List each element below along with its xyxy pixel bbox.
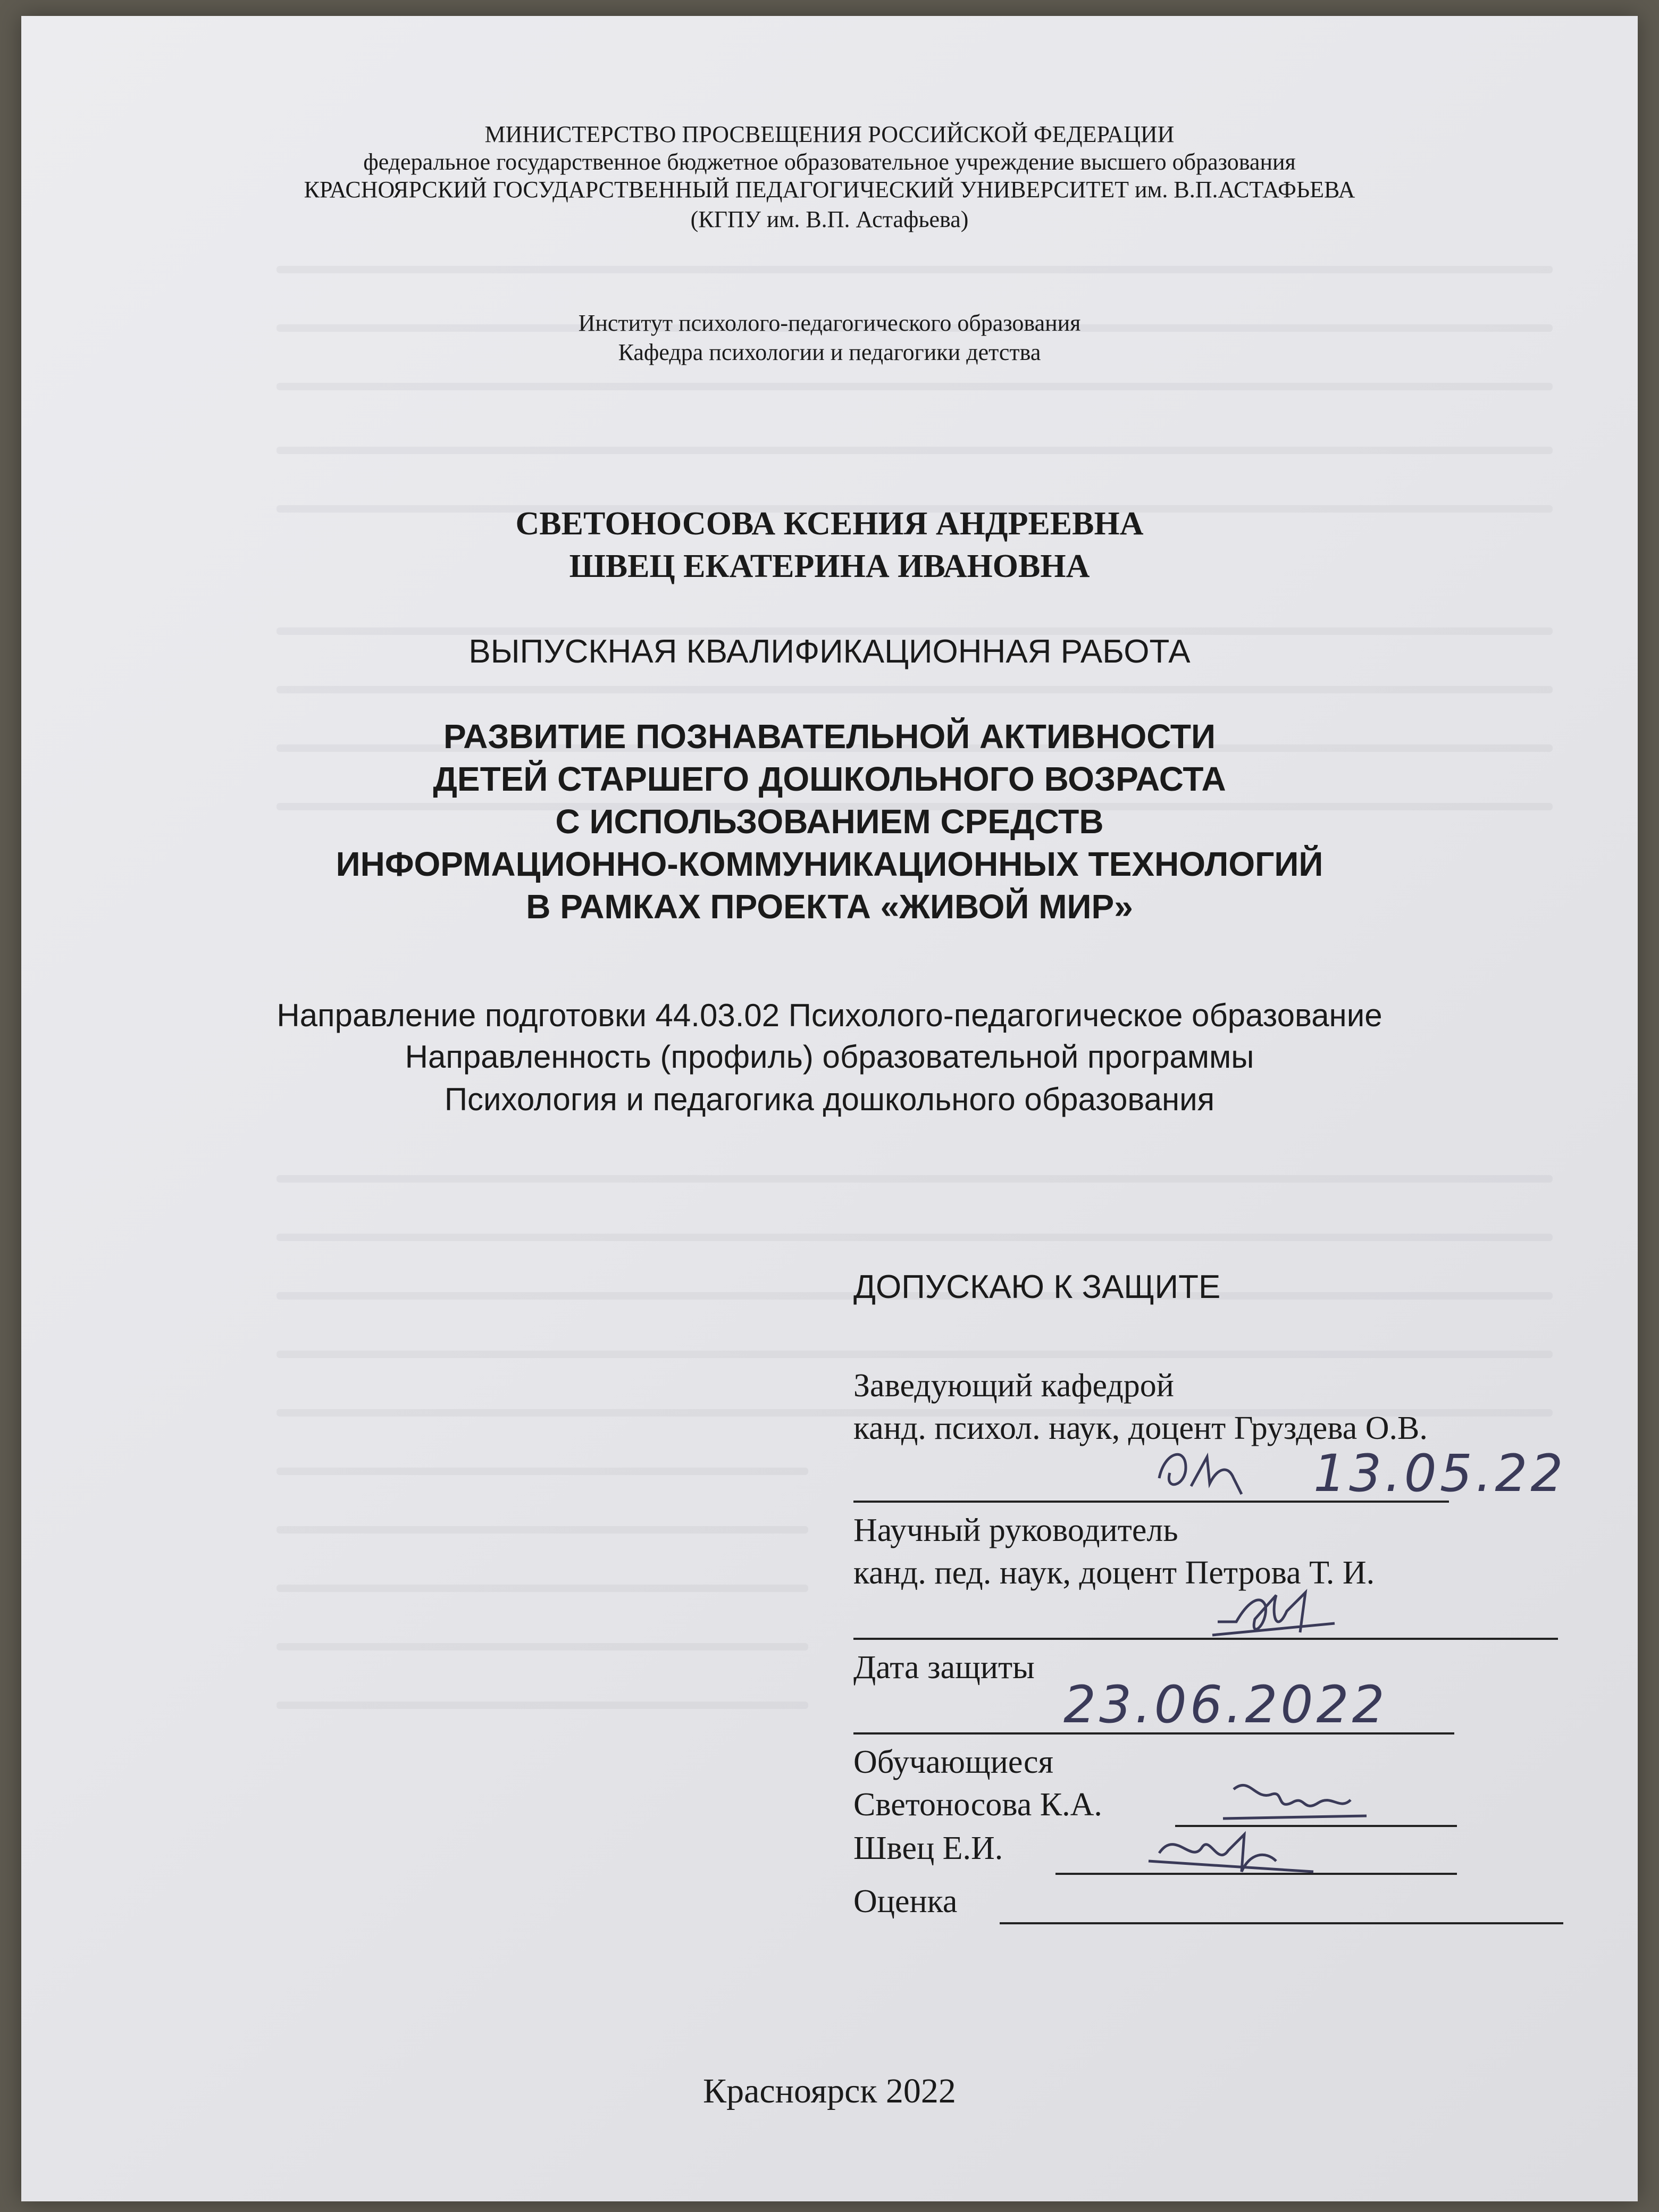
profile-name: Психология и педагогика дошкольного образования bbox=[444, 1082, 1215, 1117]
supervisor-signature bbox=[1207, 1582, 1340, 1651]
department-name: Кафедра психологии и педагогики детства bbox=[618, 339, 1041, 365]
author-1: СВЕТОНОСОВА КСЕНИЯ АНДРЕЕВНА bbox=[515, 506, 1144, 542]
defense-date: 23.06.2022 bbox=[1063, 1675, 1388, 1735]
title-line: ИНФОРМАЦИОННО-КОММУНИКАЦИОННЫХ ТЕХНОЛОГИЙ bbox=[336, 845, 1323, 883]
supervisor-role: Научный руководитель bbox=[853, 1512, 1178, 1548]
profile-label: Направленность (профиль) образовательной программы bbox=[405, 1039, 1254, 1075]
supervisor-name: канд. пед. наук, доцент Петрова Т. И. bbox=[853, 1555, 1375, 1591]
work-type: ВЫПУСКНАЯ КВАЛИФИКАЦИОННАЯ РАБОТА bbox=[468, 633, 1191, 670]
grade-line bbox=[1000, 1922, 1563, 1924]
student-2-name: Швец Е.И. bbox=[853, 1830, 1003, 1866]
title-line: ДЕТЕЙ СТАРШЕГО ДОШКОЛЬНОГО ВОЗРАСТА bbox=[433, 760, 1226, 798]
head-approval-date: 13.05.22 bbox=[1313, 1444, 1566, 1503]
ministry-line: МИНИСТЕРСТВО ПРОСВЕЩЕНИЯ РОССИЙСКОЙ ФЕДЕРАЦИИ bbox=[484, 121, 1175, 147]
title-line: РАЗВИТИЕ ПОЗНАВАТЕЛЬНОЙ АКТИВНОСТИ bbox=[443, 717, 1216, 756]
title-line: С ИСПОЛЬЗОВАНИЕМ СРЕДСТВ bbox=[555, 802, 1104, 841]
supervisor-signature-line bbox=[853, 1638, 1558, 1640]
student-1-name: Светоносова К.А. bbox=[853, 1787, 1102, 1823]
university-short-name: (КГПУ им. В.П. Астафьева) bbox=[690, 206, 969, 232]
institution-type-line: федеральное государственное бюджетное образовательное учреждение высшего образования bbox=[363, 149, 1296, 175]
author-2: ШВЕЦ ЕКАТЕРИНА ИВАНОВНА bbox=[569, 548, 1090, 584]
title-line: В РАМКАХ ПРОЕКТА «ЖИВОЙ МИР» bbox=[526, 887, 1133, 926]
student-2-signature bbox=[1143, 1821, 1324, 1885]
grade-label: Оценка bbox=[853, 1883, 958, 1920]
head-of-department-role: Заведующий кафедрой bbox=[853, 1368, 1174, 1404]
students-label: Обучающиеся bbox=[853, 1744, 1053, 1780]
approval-heading: ДОПУСКАЮ К ЗАЩИТЕ bbox=[853, 1269, 1221, 1305]
head-signature bbox=[1149, 1436, 1255, 1510]
head-of-department-name: канд. психол. наук, доцент Груздева О.В. bbox=[853, 1410, 1428, 1446]
defense-date-label: Дата защиты bbox=[853, 1649, 1035, 1686]
institute-name: Институт психолого-педагогического образования bbox=[578, 310, 1081, 336]
university-name: КРАСНОЯРСКИЙ ГОСУДАРСТВЕННЫЙ ПЕДАГОГИЧЕСКИЙ УНИВЕРСИТЕТ им. В.П.АСТАФЬЕВА bbox=[304, 177, 1355, 203]
study-direction: Направление подготовки 44.03.02 Психолого-педагогическое образование bbox=[276, 998, 1382, 1033]
city-year: Красноярск 2022 bbox=[703, 2072, 956, 2110]
